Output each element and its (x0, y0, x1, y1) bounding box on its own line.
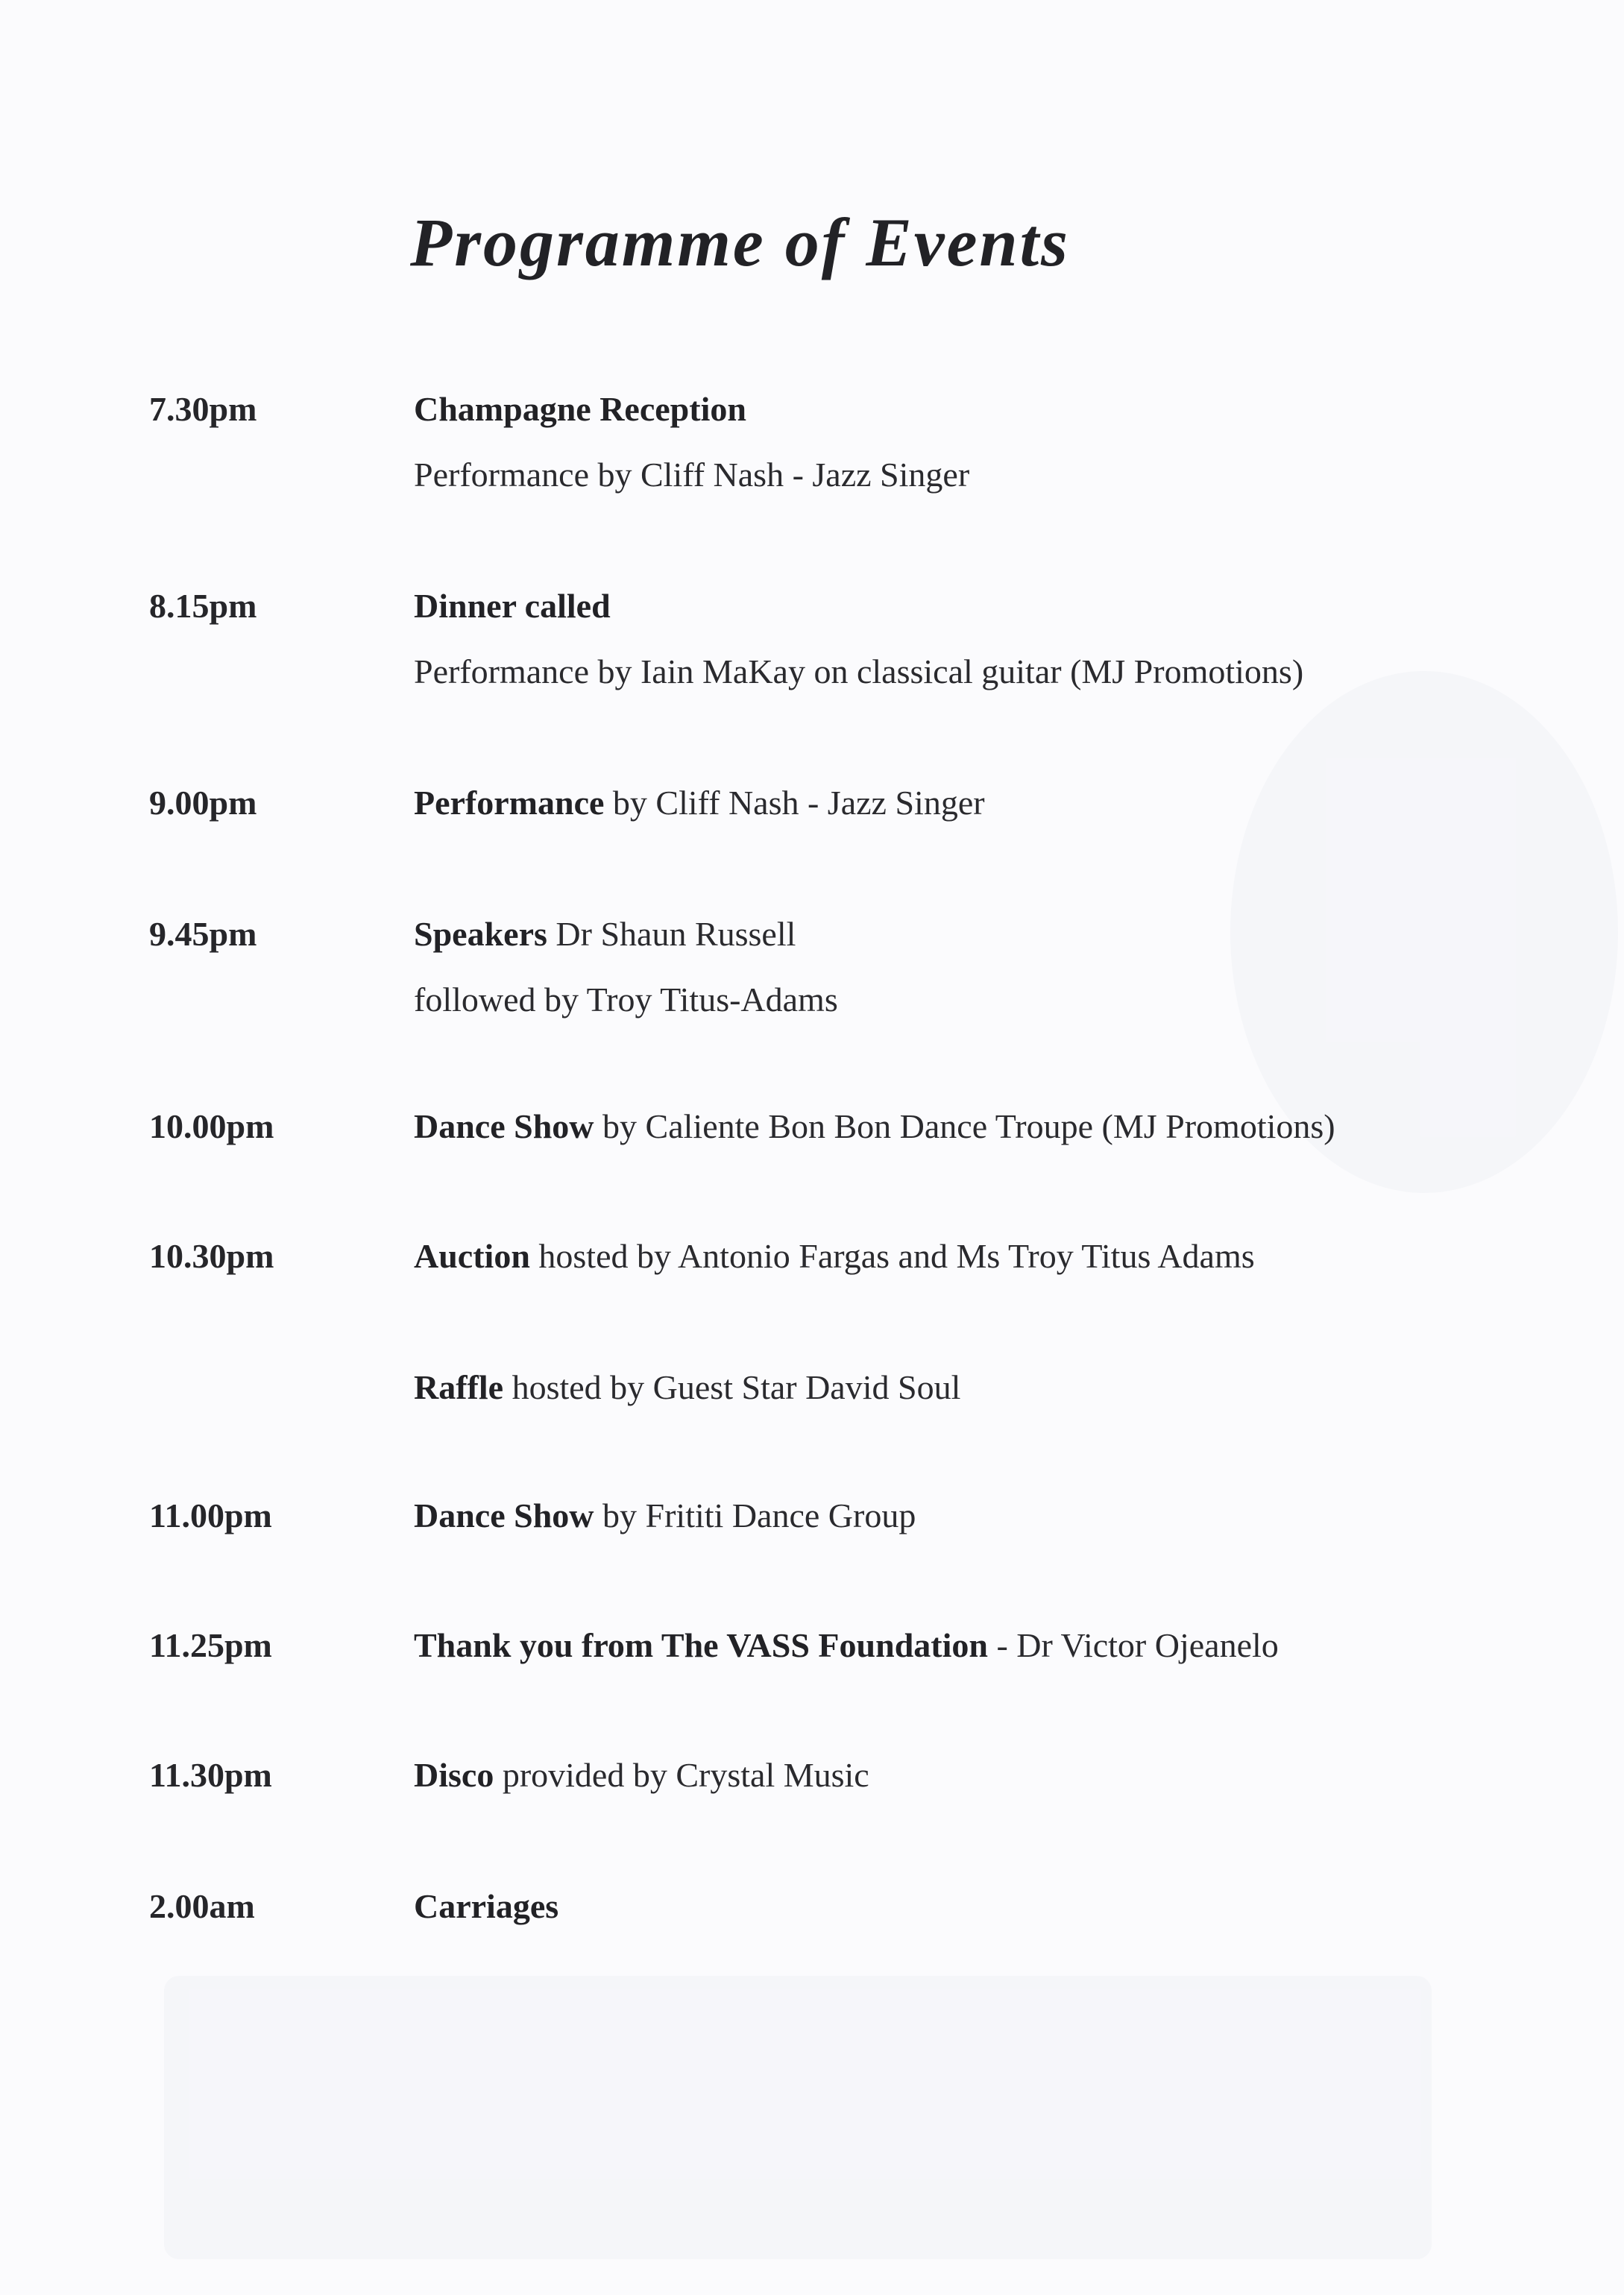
event-line (414, 1755, 869, 1795)
event-time: 10.30pm (149, 1237, 274, 1275)
event-title: Carriages (414, 1887, 559, 1925)
event-title: Performance (414, 784, 605, 822)
event-detail: Performance by Cliff Nash - Jazz Singer (414, 456, 970, 494)
event-title: Dance Show (414, 1496, 594, 1534)
event-line (414, 652, 1303, 691)
event-title: Dance Show (414, 1107, 594, 1145)
event-time: 2.00am (149, 1887, 255, 1925)
event-detail: followed by Troy Titus-Adams (414, 980, 838, 1019)
event-time: 9.00pm (149, 784, 257, 822)
event-detail: Performance by Iain MaKay on classical guitar (MJ Promotions) (414, 652, 1304, 690)
event-detail: - Dr Victor Ojeanelo (987, 1626, 1279, 1664)
event-line (414, 586, 611, 626)
show-through-shape (164, 1976, 1432, 2259)
event-time: 7.30pm (149, 390, 257, 428)
event-line (414, 1367, 960, 1407)
event-detail: by Cliff Nash - Jazz Singer (604, 784, 985, 822)
event-line (414, 980, 838, 1019)
event-time: 11.30pm (149, 1756, 272, 1794)
event-title: Raffle (414, 1368, 504, 1406)
event-line (414, 914, 796, 954)
event-title: Champagne Reception (414, 390, 746, 428)
event-time: 10.00pm (149, 1107, 274, 1145)
event-title: Dinner called (414, 587, 611, 625)
event-title: Disco (414, 1756, 494, 1794)
event-detail: by Frititi Dance Group (594, 1496, 916, 1534)
event-line (414, 1236, 1255, 1276)
event-detail: hosted by Guest Star David Soul (503, 1368, 961, 1406)
event-time: 9.45pm (149, 915, 257, 953)
event-line (414, 1106, 1335, 1146)
event-time: 11.00pm (149, 1496, 272, 1534)
event-title: Auction (414, 1237, 530, 1275)
event-detail: provided by Crystal Music (494, 1756, 869, 1794)
event-time: 8.15pm (149, 587, 257, 625)
event-title: Thank you from The VASS Foundation (414, 1626, 988, 1664)
event-line (414, 389, 746, 429)
event-line (414, 1496, 916, 1535)
event-time: 11.25pm (149, 1626, 272, 1664)
event-detail: Dr Shaun Russell (547, 915, 796, 953)
event-detail: hosted by Antonio Fargas and Ms Troy Titus Adams (529, 1237, 1255, 1275)
event-title: Speakers (414, 915, 547, 953)
event-detail: by Caliente Bon Bon Dance Troupe (MJ Promotions) (594, 1107, 1335, 1145)
event-line (414, 455, 969, 494)
event-line (414, 783, 985, 822)
event-line (414, 1625, 1279, 1665)
event-line (414, 1886, 558, 1926)
page-title: Programme of Events (410, 204, 1070, 280)
